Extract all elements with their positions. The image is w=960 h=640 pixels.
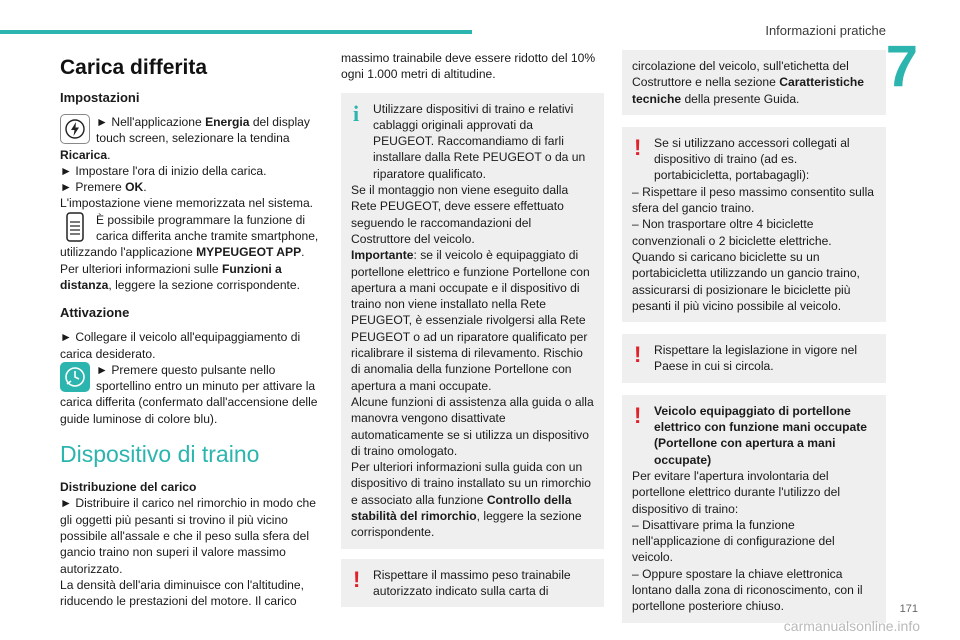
section-title-dispositivo-traino: Dispositivo di traino bbox=[60, 441, 260, 468]
remote-functions-note: Per ulteriori informazioni sulle Funzioni a distanza, leggere la sezione corrispondente. bbox=[60, 261, 300, 292]
info-icon: i bbox=[353, 100, 360, 126]
warning-box-continued: circolazione del veicolo, sull'etichetta del Costruttore e nella sezione Caratteristiche tecniche della presente Guida. bbox=[622, 50, 886, 115]
warning-box-max-weight: ! Rispettare il massimo peso trainabile autorizzato indicato sulla carta di bbox=[341, 559, 604, 608]
instruction-connect: ► Collegare il veicolo all'equipaggiamento di carica desiderato. bbox=[60, 330, 301, 361]
setting-saved-note: L'impostazione viene memorizzata nel sistema. bbox=[60, 196, 314, 211]
charge-timer-button-icon bbox=[60, 362, 90, 392]
info-box-towing bbox=[341, 93, 604, 549]
info-trailer-stability: Per ulteriori informazioni sulla guida con un dispositivo di traino installato su un rimorchio e associato alla funzione Controllo della stabilità del rimorchio, leggere la sezione corrispondente. bbox=[351, 460, 591, 540]
subheading-impostazioni: Impostazioni bbox=[60, 90, 140, 105]
section-header-label: Informazioni pratiche bbox=[765, 23, 886, 38]
chapter-number: 7 bbox=[885, 34, 918, 99]
warning-icon: ! bbox=[353, 566, 361, 592]
column-1 bbox=[60, 50, 330, 609]
header-accent-bar bbox=[0, 30, 472, 34]
section-title-carica-differita: Carica differita bbox=[60, 56, 208, 79]
instruction-energia: ► Nell'applicazione Energia del display touch screen, selezionare la tendina Ricarica. bbox=[60, 115, 310, 162]
column-3 bbox=[622, 50, 886, 635]
instruction-press-ok: ► Premere OK. bbox=[60, 180, 147, 195]
info-driving-aids: Alcune funzioni di assistenza alla guida o alla manovra vengono disattivate automaticamente se si utilizza un dispositivo di traino omologato. bbox=[351, 394, 594, 458]
energy-bolt-icon bbox=[60, 114, 90, 144]
column-2 bbox=[341, 50, 604, 617]
air-density-note: La densità dell'aria diminuisce con l'altitudine, riducendo le prestazioni del motore. Il carico bbox=[60, 577, 304, 609]
load-reduction-continued: massimo trainabile deve essere ridotto del 10% ogni 1.000 metri di altitudine. bbox=[341, 51, 596, 82]
info-original-devices: Utilizzare dispositivi di traino e relativi cablaggi originali approvati da PEUGEOT. Raccomandiamo di farli installare dalla Rete PEUGEOT o da un riparatore qualificato. bbox=[373, 101, 586, 181]
instruction-set-time: ► Impostare l'ora di inizio della carica. bbox=[60, 163, 267, 178]
warning-box-accessories: ! Se si utilizzano accessori collegati al dispositivo di traino (ad es. portabicicletta, portabagagli): – Rispettare il peso massimo consentito sulla sfera del gancio traino. – Non trasportare oltre 4 biciclette convenzionali o 2 biciclette elettriche. Quando si caricano biciclette su un portabicicletta utilizzando un gancio traino, assicurarsi di posizionare le biciclette più pesanti il più vicino possibile al veicolo. bbox=[622, 127, 886, 322]
instruction-distribute-load: ► Distribuire il carico nel rimorchio in modo che gli oggetti più pesanti si trovino il più vicino possibile all'assale e che il peso sulla sfera del gancio traino non superi il valore massimo autorizzato. bbox=[60, 496, 316, 576]
warning-box-hands-free-tailgate: ! Veicolo equipaggiato di portellone elettrico con funzione mani occupate (Portellone con apertura a mani occupate) Per evitare l'apertura involontaria del portellone elettrico durante l'utilizzo del dispositivo di traino: – Disattivare prima la funzione nell'applicazione di configurazione del veicolo. – Oppure spostare la chiave elettronica lontano dalla zona di riconoscimento, con il portellone posteriore chiuso. bbox=[622, 395, 886, 623]
page-number: 171 bbox=[899, 603, 918, 615]
info-non-network-install: Se il montaggio non viene eseguito dalla Rete PEUGEOT, deve essere effettuato seguendo le raccomandazioni del Costruttore del veicolo. bbox=[351, 183, 569, 246]
warning-icon: ! bbox=[634, 342, 642, 368]
subheading-distribuzione-carico: Distribuzione del carico bbox=[60, 480, 197, 495]
smartphone-icon bbox=[60, 212, 90, 242]
watermark: carmanualsonline.info bbox=[783, 618, 920, 634]
info-important: Importante: se il veicolo è equipaggiato di portellone elettrico e funzione Portellone con apertura a mani occupate e il dispositivo di traino non viene installato nella Rete PEUGEOT, è essenziale rivolgersi alla Rete PEUGEOT o ad un riparatore qualificato per ricalibrare il sistema di rilevamento. Rischio di anomalia della funzione Portellone con apertura a mani occupate. bbox=[351, 248, 590, 393]
subheading-attivazione: Attivazione bbox=[60, 305, 130, 321]
warning-box-legislation: ! Rispettare la legislazione in vigore nel Paese in cui si circola. bbox=[622, 334, 886, 383]
instruction-charge-button: ► Premere questo pulsante nello sportellino entro un minuto per attivare la carica differita (confermato dall'accensione delle guide luminose di colore blu). bbox=[60, 362, 318, 426]
warning-icon: ! bbox=[634, 402, 642, 428]
smartphone-note: È possibile programmare la funzione di carica differita anche tramite smartphone, utilizzando l'applicazione MYPEUGEOT APP. bbox=[60, 212, 319, 260]
warning-icon: ! bbox=[634, 134, 642, 160]
